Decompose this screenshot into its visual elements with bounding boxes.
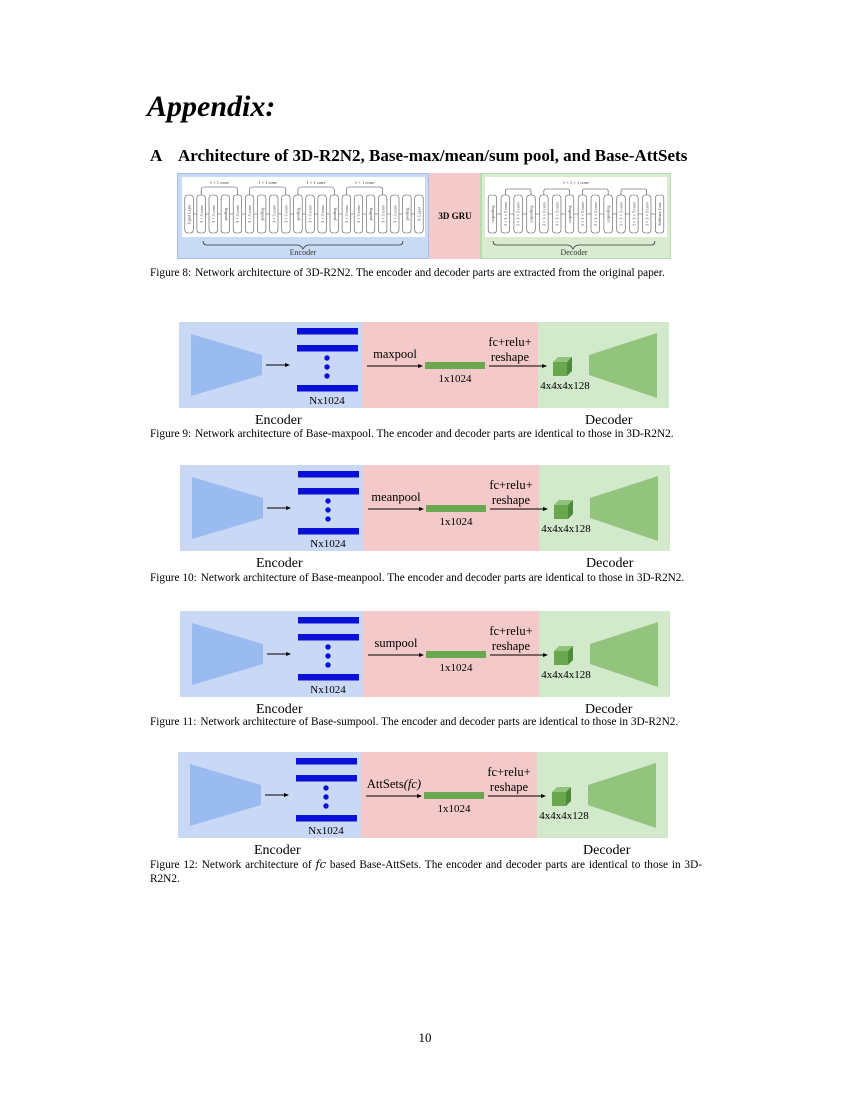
fig8-encoder-block-label: pooling: [404, 207, 410, 221]
latent-cube: [554, 646, 573, 665]
vector-label: 1x1024: [437, 803, 471, 815]
fig8-encoder-skip-label: 1 × 1 conv: [209, 180, 229, 185]
fig8-encoder-block-label: fc Layer: [416, 206, 422, 222]
ellipsis-dot: [325, 653, 330, 658]
feature-bar: [298, 674, 359, 681]
figure-8-caption: [150, 267, 702, 281]
fc-label-line1: fc+relu+: [488, 335, 532, 349]
figure-12-caption-post: based Base-AttSets. The encoder and decoder parts are identical to those in 3D-R2N2.: [150, 859, 703, 885]
figure-11-caption-text: Network architecture of Base-sumpool. The encoder and decoder parts are identical to those in 3D-R2N2.: [200, 716, 679, 728]
feature-bar: [298, 471, 359, 478]
fig8-encoder-block-label: 3 × 3 conv: [198, 205, 204, 223]
fc-label-line1: fc+relu+: [489, 478, 533, 492]
ellipsis-dot: [325, 662, 330, 667]
ellipsis-dot: [324, 373, 329, 378]
figure-10-decoder-label: Decoder: [586, 556, 634, 571]
latent-cube: [552, 787, 571, 806]
fig8-encoder-skip-label: 1 × 1 conv: [306, 180, 326, 185]
feature-bar: [296, 758, 357, 765]
figure-11-diagram: [180, 611, 670, 697]
fc-label-line1: fc+relu+: [489, 624, 533, 638]
figure-11-decoder-label: Decoder: [585, 702, 633, 717]
feature-bar: [296, 775, 357, 782]
pool-label: meanpool: [371, 490, 421, 504]
figure-12-diagram: [178, 752, 668, 838]
feature-bar: [297, 328, 358, 335]
figure-8-diagram: [177, 173, 671, 259]
fig8-decoder-block-label: 3 × 3 × 3 conv: [580, 201, 586, 227]
feature-bar: [298, 488, 359, 495]
ellipsis-dot: [325, 507, 330, 512]
figure-8-caption-label: Figure 8:: [150, 267, 192, 279]
fig8-encoder-block-label: pooling: [259, 207, 265, 221]
fig8-encoder-block-label: 3 × 3 conv: [319, 205, 325, 223]
figure-9-diagram: [179, 322, 669, 408]
feature-bar: [298, 528, 359, 535]
fig8-decoder-block-label: unpooling: [605, 205, 611, 223]
feature-bar: [297, 385, 358, 392]
fig8-encoder-block-label: 3 × 3 conv: [380, 205, 386, 223]
figure-12-caption: [150, 858, 702, 886]
figure-11-caption-label: Figure 11:: [150, 716, 197, 728]
figure-10-encoder-label: Encoder: [256, 556, 303, 571]
fig8-decoder-block-label: 3 × 3 × 3 conv: [618, 201, 624, 227]
figure-9-caption: [150, 428, 702, 442]
fig8-encoder-label: Encoder: [289, 248, 317, 257]
fig8-encoder-block-label: pooling: [295, 207, 301, 221]
figure-10-caption-text: Network architecture of Base-meanpool. The encoder and decoder parts are identical to those in 3D-R2N2.: [200, 572, 685, 584]
ellipsis-dot: [325, 644, 330, 649]
fig8-encoder-block-label: 3 × 3 conv: [283, 205, 289, 223]
ellipsis-dot: [324, 364, 329, 369]
feature-label: Nx1024: [308, 825, 344, 837]
fig8-encoder-block-label: 3 × 3 conv: [356, 205, 362, 223]
figure-9-caption-label: Figure 9:: [150, 428, 192, 440]
fc-label-line2: reshape: [489, 780, 529, 794]
fig8-encoder-block-label: 3 × 3 conv: [210, 205, 216, 223]
fig8-encoder-block-label: 3 × 3 conv: [235, 205, 241, 223]
ellipsis-dot: [323, 785, 328, 790]
page-number: 10: [418, 1030, 432, 1045]
figure-12-decoder-label: Decoder: [583, 843, 631, 858]
feature-bar: [296, 815, 357, 822]
pooled-vector: [424, 792, 484, 799]
fig8-encoder-block-label: 3 × 3 conv: [271, 205, 277, 223]
figure-12-caption-label: Figure 12:: [150, 859, 198, 871]
fc-label-line2: reshape: [490, 350, 530, 364]
fig8-decoder-block-label: 3 × 3 × 3 conv: [592, 201, 598, 227]
pool-label: sumpool: [374, 636, 418, 650]
section-number: A: [150, 146, 163, 165]
fig8-decoder-block-label: 3 × 3 × 3 conv: [541, 201, 547, 227]
cube-label: 4x4x4x128: [540, 380, 590, 392]
ellipsis-dot: [324, 355, 329, 360]
pooled-vector: [425, 362, 485, 369]
fig8-decoder-label: Decoder: [560, 248, 588, 257]
feature-label: Nx1024: [310, 684, 346, 696]
section-heading: [150, 146, 687, 166]
figure-9-caption-text: Network architecture of Base-maxpool. The encoder and decoder parts are identical to those in 3D-R2N2.: [195, 428, 674, 440]
feature-bar: [298, 634, 359, 641]
fig8-encoder-block-label: 3 × 3 conv: [392, 205, 398, 223]
figure-9-encoder-label: Encoder: [255, 413, 302, 428]
feature-bar: [297, 345, 358, 352]
fig8-encoder-block-label: Input Layer: [186, 204, 192, 224]
fc-label-line2: reshape: [491, 493, 531, 507]
figure-12-encoder-label: Encoder: [254, 843, 301, 858]
figure-8-caption-text: Network architecture of 3D-R2N2. The encoder and decoder parts are extracted from the original paper.: [195, 267, 665, 279]
feature-label: Nx1024: [309, 395, 345, 407]
pooled-vector: [426, 651, 486, 658]
figure-11-caption: [150, 716, 702, 730]
ellipsis-dot: [325, 498, 330, 503]
vector-label: 1x1024: [439, 516, 473, 528]
cube-label: 4x4x4x128: [539, 810, 589, 822]
section-title: Architecture of 3D-R2N2, Base-max/mean/sum pool, and Base-AttSets: [178, 146, 688, 165]
fig8-decoder-block-label: 3 × 3 × 3 conv: [502, 201, 508, 227]
latent-cube: [553, 357, 572, 376]
fig8-decoder-block-label: unpooling: [567, 205, 573, 223]
fig8-gru-label: 3D GRU: [438, 211, 472, 221]
fc-label-line1: fc+relu+: [487, 765, 531, 779]
ellipsis-dot: [325, 516, 330, 521]
cube-label: 4x4x4x128: [541, 523, 591, 535]
fig8-encoder-block-label: pooling: [368, 207, 374, 221]
fig8-encoder-block-label: 3 × 3 conv: [343, 205, 349, 223]
figure-12-caption-pre: Network architecture of: [201, 859, 316, 871]
fig8-decoder-block-label: 3 × 3 × 3 conv: [554, 201, 560, 227]
feature-label: Nx1024: [310, 538, 346, 550]
pool-label: AttSets(fc): [366, 777, 422, 791]
figure-10-caption: [150, 572, 702, 586]
fig8-decoder-block-label: 3 × 3 × 3 conv: [644, 201, 650, 227]
vector-label: 1x1024: [439, 662, 473, 674]
cube-label: 4x4x4x128: [541, 669, 591, 681]
pool-label: maxpool: [373, 347, 417, 361]
pooled-vector: [426, 505, 486, 512]
vector-label: 1x1024: [438, 373, 472, 385]
figure-12-caption-italic: fc: [315, 858, 326, 871]
appendix-title: Appendix:: [147, 90, 276, 123]
fig8-decoder-block-label: Softmax Loss: [657, 202, 663, 226]
fig8-decoder-block-label: 3 × 3 × 3 conv: [515, 201, 521, 227]
fig8-decoder-block-label: unpooling: [490, 205, 496, 223]
feature-bar: [298, 617, 359, 624]
fig8-encoder-skip-label: 1 × 1 conv: [354, 180, 375, 185]
figure-11-encoder-label: Encoder: [256, 702, 303, 717]
fig8-encoder-block-label: pooling: [331, 207, 337, 221]
fig8-decoder-skip-label: 1 × 1 × 1 conv: [562, 180, 590, 185]
fig8-decoder-block-label: 3 × 3 × 3 conv: [631, 201, 637, 227]
fig8-encoder-block-label: 3 × 3 conv: [247, 205, 253, 223]
fc-label-line2: reshape: [491, 639, 531, 653]
ellipsis-dot: [323, 794, 328, 799]
figure-9-decoder-label: Decoder: [585, 413, 633, 428]
fig8-encoder-block-label: pooling: [222, 207, 228, 221]
ellipsis-dot: [323, 803, 328, 808]
figure-10-diagram: [180, 465, 670, 551]
fig8-decoder-block-label: unpooling: [528, 205, 534, 223]
figure-10-caption-label: Figure 10:: [150, 572, 197, 584]
fig8-encoder-skip-label: 1 × 1 conv: [258, 180, 278, 185]
fig8-encoder-block-label: 3 × 3 conv: [307, 205, 313, 223]
latent-cube: [554, 500, 573, 519]
